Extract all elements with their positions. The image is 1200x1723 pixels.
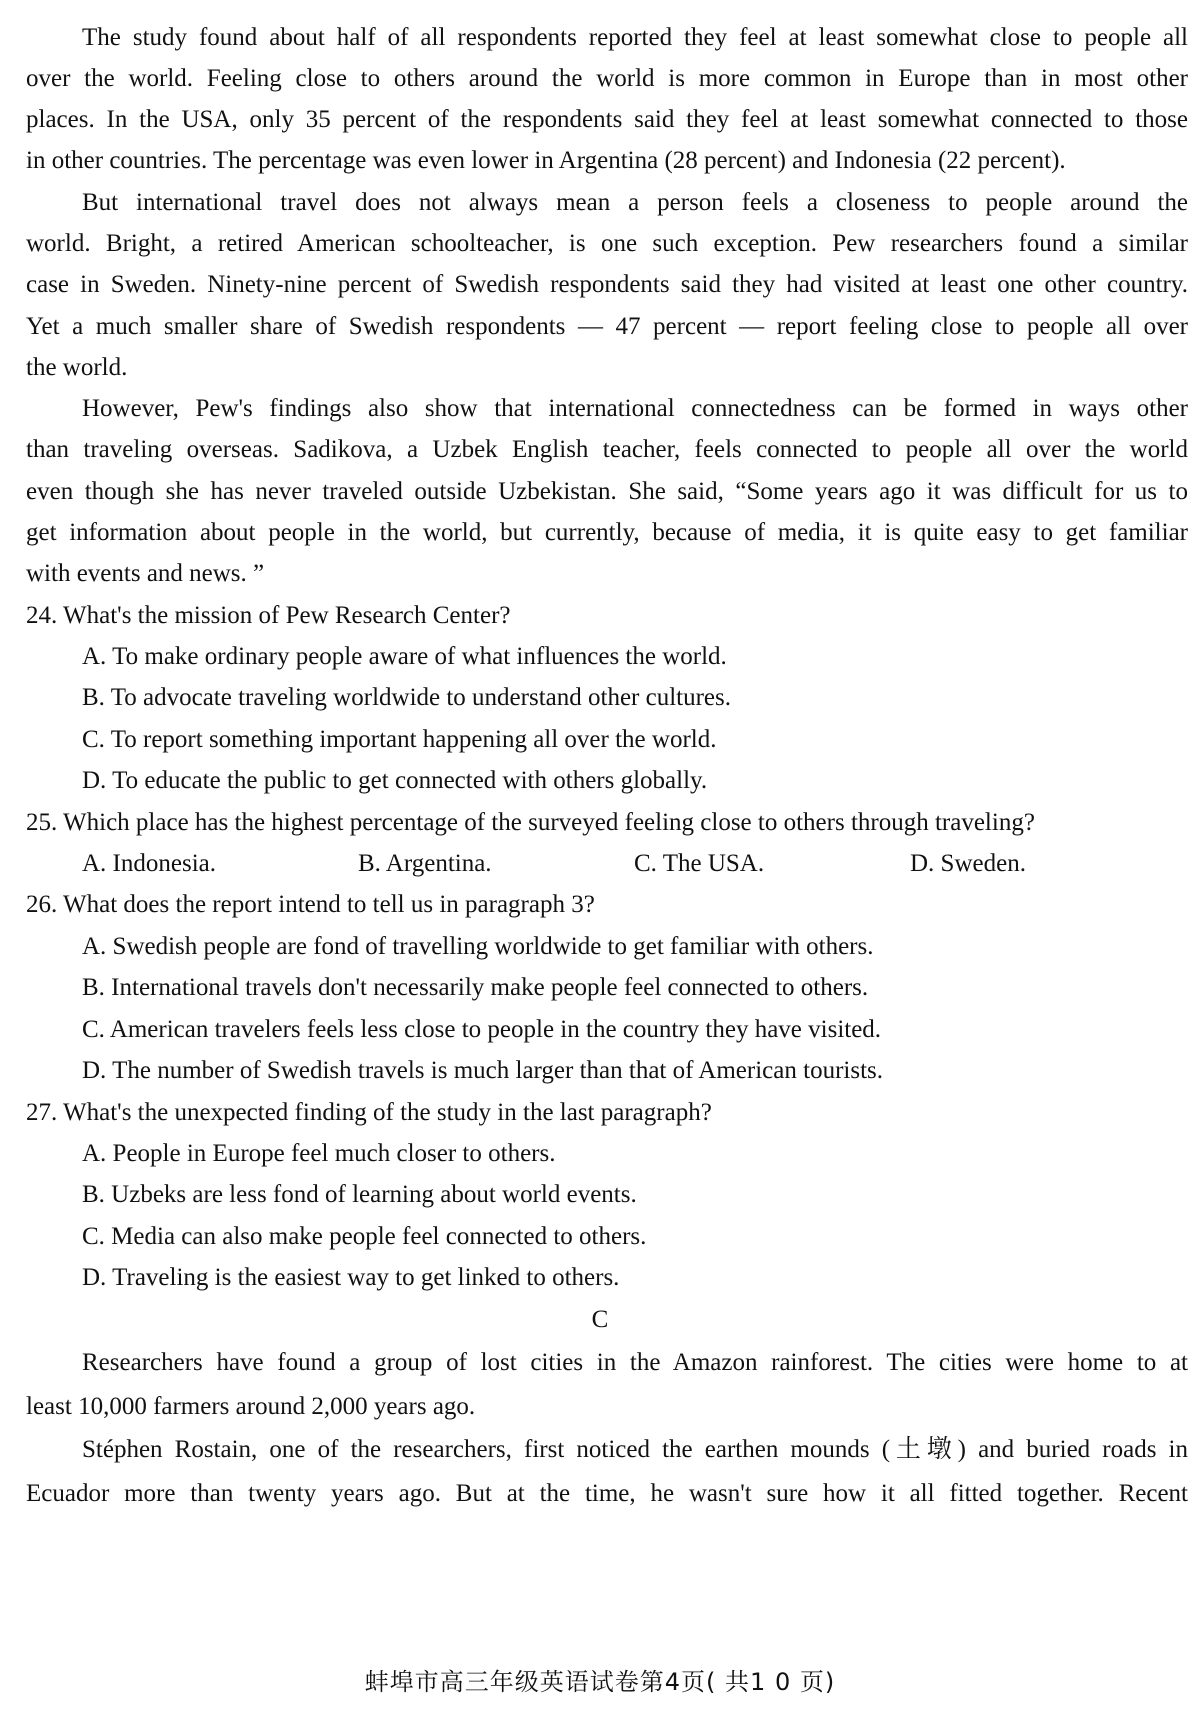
passage-line: least 10,000 farmers around 2,000 years ago. xyxy=(26,1393,476,1420)
passage-line: Researchers have found a group of lost cities in the Amazon rainforest. The cities were home to at xyxy=(82,1349,1188,1376)
passage-line: than traveling overseas. Sadikova, a Uzbek English teacher, feels connected to people all over the world xyxy=(26,436,1188,463)
passage-line: Ecuador more than twenty years ago. But at the time, he wasn't sure how it all fitted together. Recent xyxy=(26,1480,1188,1507)
question-26-option-c: C. American travelers feels less close to people in the country they have visited. xyxy=(82,1016,882,1043)
passage-line: The study found about half of all respondents reported they feel at least somewhat close to people all xyxy=(82,24,1188,51)
question-24-option-d: D. To educate the public to get connected with others globally. xyxy=(82,767,708,794)
passage-line: But international travel does not always mean a person feels a closeness to people around the xyxy=(82,189,1188,216)
page-footer: 蚌埠市高三年级英语试卷第4页( 共1 0 页) xyxy=(364,1668,836,1696)
question-26-stem: 26. What does the report intend to tell us in paragraph 3? xyxy=(26,891,595,918)
passage-line: world. Bright, a retired American schoolteacher, is one such exception. Pew researchers found a similar xyxy=(26,230,1188,257)
passage-line: However, Pew's findings also show that international connectedness can be formed in ways other xyxy=(82,395,1188,422)
question-24-stem: 24. What's the mission of Pew Research Center? xyxy=(26,602,511,629)
question-26-option-a: A. Swedish people are fond of travelling worldwide to get familiar with others. xyxy=(82,933,874,960)
section-heading: C xyxy=(591,1306,609,1333)
passage-line: over the world. Feeling close to others around the world is more common in Europe than in most other xyxy=(26,65,1188,92)
question-27-option-d: D. Traveling is the easiest way to get linked to others. xyxy=(82,1264,620,1291)
question-24-option-b: B. To advocate traveling worldwide to understand other cultures. xyxy=(82,684,731,711)
passage-line: in other countries. The percentage was even lower in Argentina (28 percent) and Indonesia (22 percent). xyxy=(26,147,1066,174)
passage-line: Stéphen Rostain, one of the researchers, first noticed the earthen mounds (土墩) and buried roads in xyxy=(82,1436,1188,1463)
passage-line: places. In the USA, only 35 percent of the respondents said they feel at least somewhat connected to those xyxy=(26,106,1188,133)
passage-line: with events and news. ” xyxy=(26,560,265,587)
question-27-option-b: B. Uzbeks are less fond of learning about world events. xyxy=(82,1181,637,1208)
passage-line: Yet a much smaller share of Swedish respondents — 47 percent — report feeling close to people all over xyxy=(26,313,1188,340)
passage-line: even though she has never traveled outside Uzbekistan. She said, “Some years ago it was difficult for us to xyxy=(26,478,1188,505)
question-25-stem: 25. Which place has the highest percentage of the surveyed feeling close to others through traveling? xyxy=(26,809,1035,836)
question-25-option-c: C. The USA. xyxy=(634,850,765,877)
question-25-option-a: A. Indonesia. xyxy=(82,850,216,877)
question-24-option-c: C. To report something important happening all over the world. xyxy=(82,726,717,753)
question-27-option-a: A. People in Europe feel much closer to others. xyxy=(82,1140,556,1167)
passage-line: get information about people in the world, but currently, because of media, it is quite easy to get familiar xyxy=(26,519,1188,546)
question-25-option-b: B. Argentina. xyxy=(358,850,492,877)
question-27-stem: 27. What's the unexpected finding of the study in the last paragraph? xyxy=(26,1099,712,1126)
question-26-option-b: B. International travels don't necessarily make people feel connected to others. xyxy=(82,974,869,1001)
question-25-option-d: D. Sweden. xyxy=(910,850,1026,877)
passage-line: the world. xyxy=(26,354,128,381)
question-26-option-d: D. The number of Swedish travels is much larger than that of American tourists. xyxy=(82,1057,883,1084)
question-24-option-a: A. To make ordinary people aware of what influences the world. xyxy=(82,643,727,670)
question-27-option-c: C. Media can also make people feel connected to others. xyxy=(82,1223,647,1250)
passage-line: case in Sweden. Ninety-nine percent of Swedish respondents said they had visited at least one other country. xyxy=(26,271,1188,298)
